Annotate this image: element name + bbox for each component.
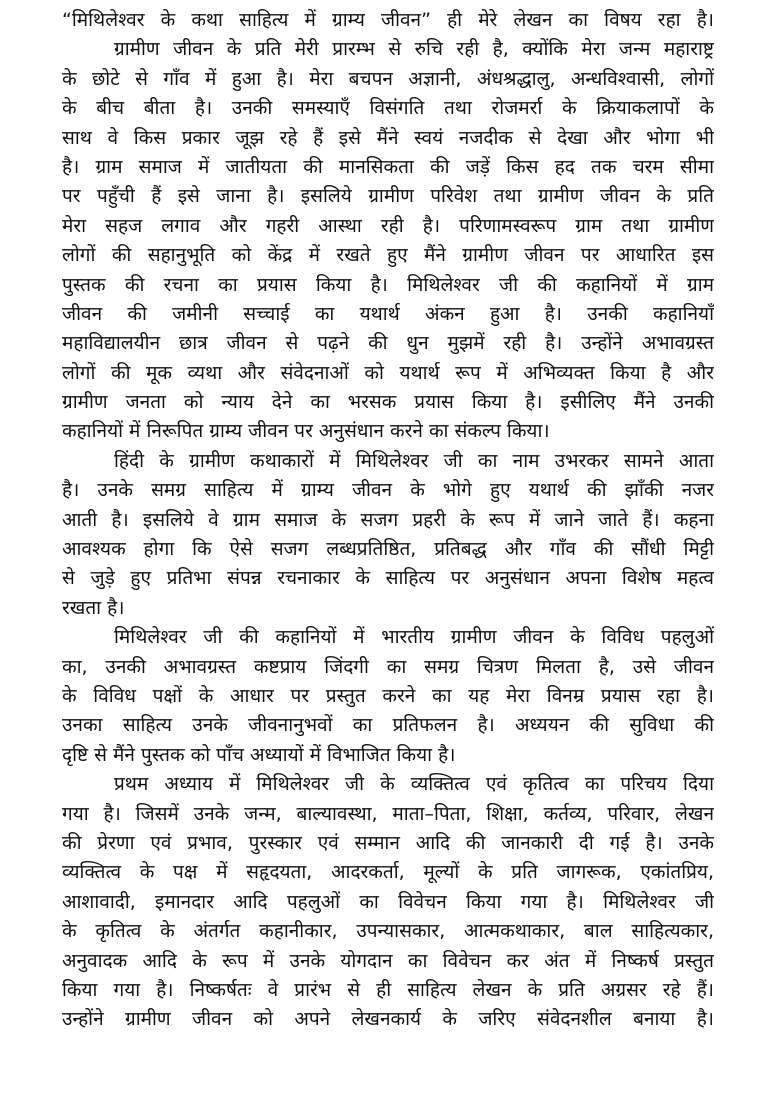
text-line: के कृतित्व के अंतर्गत कहानीकार, उपन्यासकार, आत्मकथाकार, बाल साहित्यकार, xyxy=(62,920,714,943)
text-line: ग्रामीण जीवन के प्रति मेरी प्रारम्भ से रुचि रही है, क्योंकि मेरा जन्म महाराष्ट्र xyxy=(114,38,714,61)
text-line: आशावादी, इमानदार आदि पहलुओं का विवेचन किया गया है। मिथिलेश्वर जी xyxy=(62,890,714,913)
text-line: किया गया है। निष्कर्षतः वे प्रारंभ से ही साहित्य लेखन के प्रति अग्रसर रहे हैं। xyxy=(62,978,714,1001)
text-line: हिंदी के ग्रामीण कथाकारों में मिथिलेश्वर जी का नाम उभरकर सामने आता xyxy=(114,449,714,472)
document-page xyxy=(62,6,714,1035)
paragraph xyxy=(62,623,714,770)
text-line: आती है। इसलिये वे ग्राम समाज के सजग प्रहरी के रूप में जाने जाते हैं। कहना xyxy=(62,508,714,531)
text-line: पर पहुँची हैं इसे जाना है। इसलिये ग्रामीण परिवेश तथा ग्रामीण जीवन के प्रति xyxy=(62,185,714,208)
text-line: रखता है। xyxy=(62,596,125,619)
text-line: “मिथिलेश्वर के कथा साहित्य में ग्राम्य जीवन” ही मेरे लेखन का विषय रहा है। xyxy=(62,9,714,31)
text-line: व्यक्तित्व के पक्ष में सहृदयता, आदरकर्ता, मूल्यों के प्रति जागरूक, एकांतप्रिय, xyxy=(62,861,714,884)
text-line: दृष्टि से मैंने पुस्तक को पाँच अध्यायों में विभाजित किया है। xyxy=(62,743,456,766)
text-line: कहानियों में निरूपित ग्राम्य जीवन पर अनुसंधान करने का संकल्प किया। xyxy=(62,420,550,443)
text-line: के छोटे से गाँव में हुआ है। मेरा बचपन अज्ञानी, अंधश्रद्धालु, अन्धविश्वासी, लोगों xyxy=(62,67,714,90)
paragraph xyxy=(62,6,714,35)
text-line: उनका साहित्य उनके जीवनानुभवों का प्रतिफलन है। अध्ययन की सुविधा की xyxy=(62,714,714,737)
text-line: अनुवादक आदि के रूप में उनके योगदान का विवेचन कर अंत में निष्कर्ष प्रस्तुत xyxy=(62,949,714,972)
text-line: के विविध पक्षों के आधार पर प्रस्तुत करने का यह मेरा विनम्र प्रयास रहा है। xyxy=(62,684,714,707)
text-line: जीवन की जमीनी सच्चाई का यथार्थ अंकन हुआ है। उनकी कहानियाँ xyxy=(62,302,714,325)
text-line: पुस्तक की रचना का प्रयास किया है। मिथिलेश्वर जी की कहानियों में ग्राम xyxy=(62,273,714,296)
text-line: ग्रामीण जनता को न्याय देने का भरसक प्रयास किया है। इसीलिए मैंने उनकी xyxy=(62,391,714,414)
text-line: है। उनके समग्र साहित्य में ग्राम्य जीवन के भोगे हुए यथार्थ की झाँकी नजर xyxy=(62,479,714,502)
text-line: मेरा सहज लगाव और गहरी आस्था रही है। परिणामस्वरूप ग्राम तथा ग्रामीण xyxy=(62,214,714,237)
text-line: महाविद्यालयीन छात्र जीवन से पढ़ने की धुन मुझमें रही है। उन्होंने अभावग्रस्त xyxy=(62,332,714,355)
text-line: प्रथम अध्याय में मिथिलेश्वर जी के व्यक्तित्व एवं कृतित्व का परिचय दिया xyxy=(114,773,714,796)
text-line: आवश्यक होगा कि ऐसे सजग लब्धप्रतिष्ठित, प्रतिबद्ध और गाँव की सौंधी मिट्टी xyxy=(62,538,714,561)
text-line: साथ वे किस प्रकार जूझ रहे हैं इसे मैंने स्वयं नजदीक से देखा और भोगा भी xyxy=(62,126,714,149)
text-line: है। ग्राम समाज में जातीयता की मानसिकता की जड़ें किस हद तक चरम सीमा xyxy=(62,155,714,178)
paragraph xyxy=(62,447,714,623)
text-line: के बीच बीता है। उनकी समस्याएँ विसंगति तथा रोजमर्रा के क्रियाकलापों के xyxy=(62,97,714,120)
paragraph xyxy=(62,35,714,446)
text-line: लोगों की मूक व्यथा और संवेदनाओं को यथार्थ रूप में अभिव्यक्त किया है और xyxy=(62,361,714,384)
text-line: मिथिलेश्वर जी की कहानियों में भारतीय ग्रामीण जीवन के विविध पहलुओं xyxy=(114,626,714,649)
text-line: गया है। जिसमें उनके जन्म, बाल्यावस्था, माता–पिता, शिक्षा, कर्तव्य, परिवार, लेखन xyxy=(62,802,714,825)
text-line: उन्होंने ग्रामीण जीवन को अपने लेखनकार्य के जरिए संवेदनशील बनाया है। xyxy=(62,1008,714,1031)
paragraph xyxy=(62,770,714,1035)
text-line: का, उनकी अभावग्रस्त कष्टप्राय जिंदगी का समग्र चित्रण मिलता है, उसे जीवन xyxy=(62,655,714,678)
text-line: लोगों की सहानुभूति को केंद्र में रखते हुए मैंने ग्रामीण जीवन पर आधारित इस xyxy=(62,244,714,267)
text-line: की प्रेरणा एवं प्रभाव, पुरस्कार एवं सम्मान आदि की जानकारी दी गई है। उनके xyxy=(62,831,714,854)
text-line: से जुड़े हुए प्रतिभा संपन्न रचनाकार के साहित्य पर अनुसंधान अपना विशेष महत्व xyxy=(62,567,714,590)
